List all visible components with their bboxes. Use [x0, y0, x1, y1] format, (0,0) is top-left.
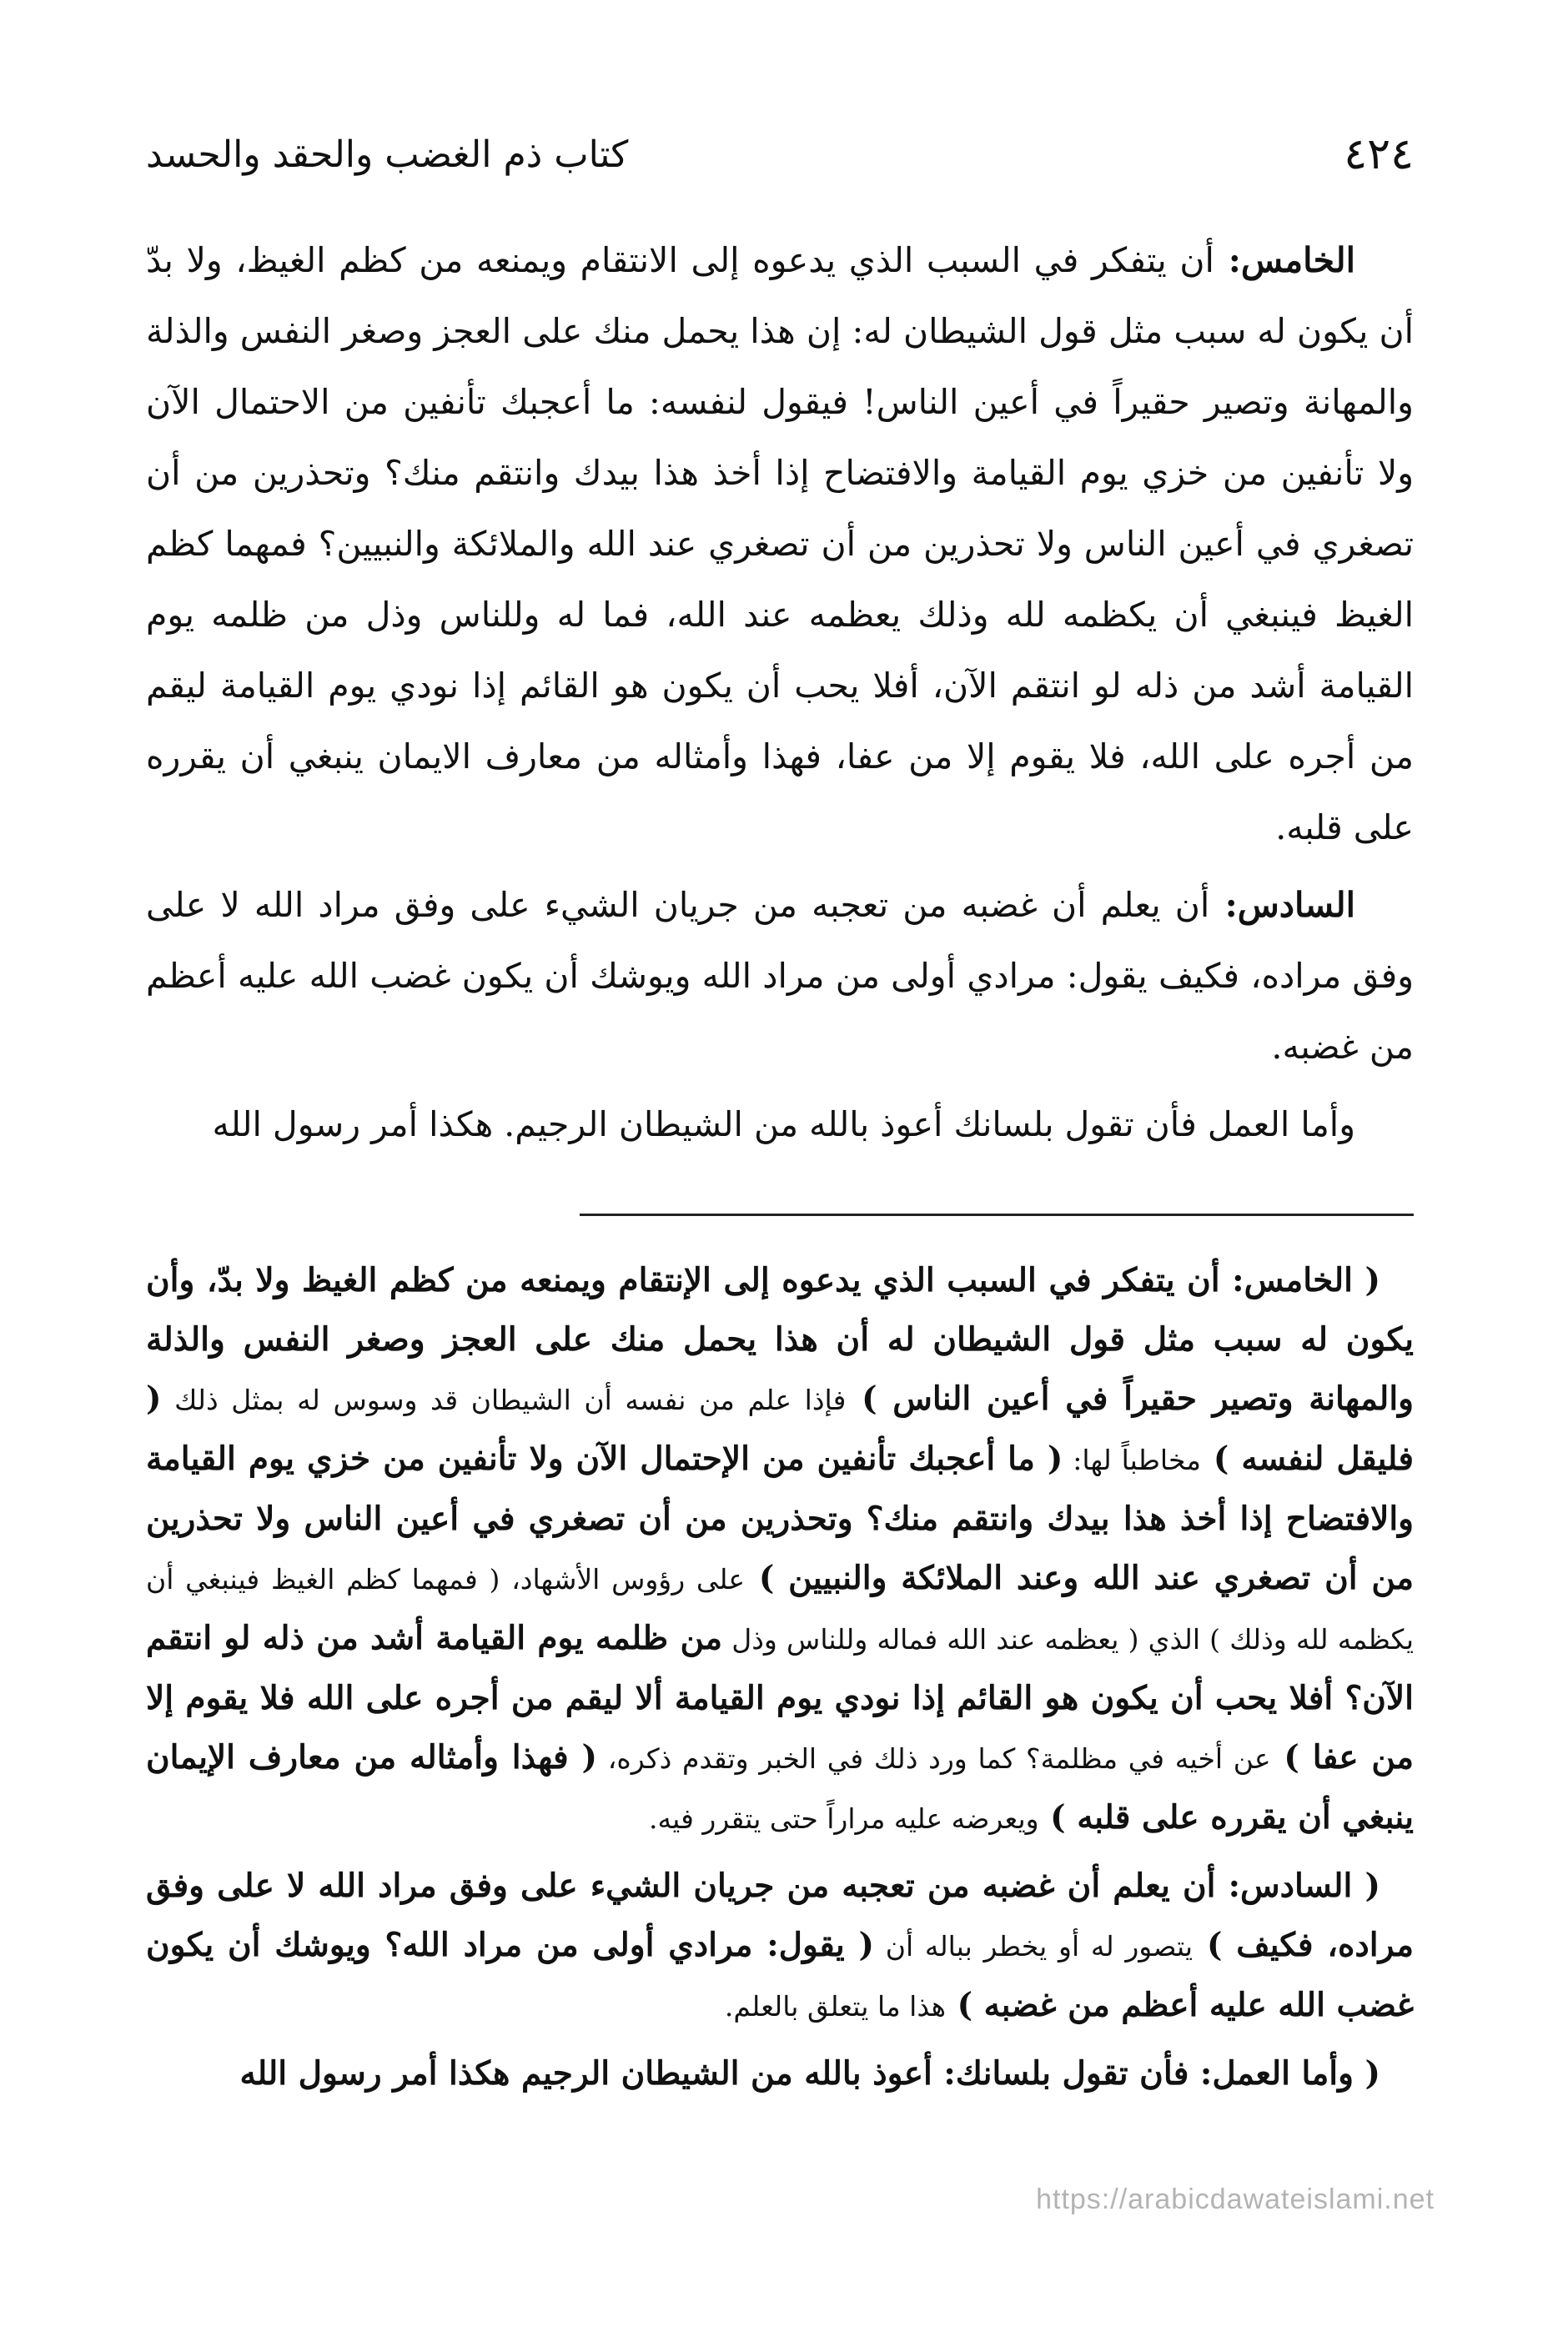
commentary-quote: ( فليقل لنفسه ): [146, 1380, 1414, 1478]
commentary-quote: ( السادس: أن يعلم أن غضبه من تعجبه من جريان الشيء على وفق مراد الله لا على وفق مراده، فكيف ): [146, 1867, 1414, 1964]
commentary-paragraph-sixth: [146, 1857, 1414, 2036]
page-header: [146, 125, 1414, 183]
commentary-paragraph-action: [146, 2044, 1414, 2103]
commentary-explanation: عن أخيه في مظلمة؟ كما ورد ذلك في الخبر وتقدم ذكره،: [597, 1742, 1271, 1775]
page-number: ٤٢٤: [1344, 129, 1414, 179]
commentary-quote: من ظلمه يوم القيامة أشد من ذله لو انتقم الآن؟ أفلا يحب أن يكون هو القائم إذا نودي يوم القيامة ألا ليقم من أجره على الله فلا يقوم إلا من عفا ): [146, 1619, 1415, 1777]
commentary-text: [146, 1251, 1414, 2112]
main-text: [146, 225, 1414, 1167]
running-title: كتاب ذم الغضب والحقد والحسد: [146, 133, 629, 176]
fifth-body: أن يتفكر في السبب الذي يدعوه إلى الانتقام ويمنعه من كظم الغيظ، ولا بدّ أن يكون له سبب مثل قول الشيطان له: إن هذا يحمل منك على العجز وصغر النفس والذلة والمهانة وتصير حقيراً في أعين الناس! فيقول لنفسه: ما أعجبك تأنفين من الاحتمال الآن ولا تأنفين من خزي يوم القيامة والافتضاح إذا أخذ هذا بيدك وانتقم منك؟ وتحذرين من أن تصغري في أعين الناس ولا تحذرين من أن تصغري عند الله والملائكة والنبيين؟ فمهما كظم الغيظ فينبغي أن يكظمه لله وذلك يعظمه عند الله، فما له وللناس وذل من ظلمه يوم القيامة أشد من ذله لو انتقم الآن، أفلا يحب أن يكون هو القائم إذا نودي يوم القيامة ليقم من أجره على الله، فلا يقوم إلا من عفا، فهذا وأمثاله من معارف الايمان ينبغي أن يقرره على قلبه.: [146, 240, 1414, 847]
main-paragraph-action: [146, 1089, 1414, 1160]
commentary-paragraph-fifth: [146, 1251, 1414, 1848]
sixth-body: أن يعلم أن غضبه من تعجبه من جريان الشيء على وفق مراد الله لا على وفق مراده، فكيف يقول: مرادي أولى من مراد الله ويوشك أن يكون غضب الله عليه أعظم من غضبه.: [146, 885, 1414, 1067]
action-body: وأما العمل فأن تقول بلسانك أعوذ بالله من الشيطان الرجيم. هكذا أمر رسول الله: [212, 1104, 1355, 1144]
main-paragraph-fifth: [146, 225, 1414, 863]
commentary-quote: ( يقول: مرادي أولى من مراد الله؟ ويوشك أن يكون غضب الله عليه أعظم من غضبه ): [146, 1926, 1414, 2024]
commentary-quote: ( فهذا وأمثاله من معارف الإيمان ينبغي أن يقرره على قلبه ): [146, 1738, 1414, 1837]
footnote-divider: [580, 1214, 1414, 1216]
commentary-quote: ( ما أعجبك تأنفين من الإحتمال الآن ولا تأنفين من خزي يوم القيامة والافتضاح إذا أخذ هذا بيدك وانتقم منك؟ وتحذرين من أن تصغري في أعين الناس ولا تحذرين من أن تصغري عند الله وعند الملائكة والنبيين ): [146, 1440, 1414, 1597]
commentary-explanation: على رؤوس الأشهاد، ( فمهما كظم الغيظ فينبغي أن يكظمه لله وذلك ) الذي ( يعظمه عند الله فماله وللناس وذل: [146, 1563, 1415, 1656]
commentary-explanation: ويعرضه عليه مراراً حتى يتقرر فيه.: [649, 1802, 1039, 1835]
commentary-quote: ( الخامس: أن يتفكر في السبب الذي يدعوه إلى الإنتقام ويمنعه من كظم الغيظ ولا بدّ، وأن يكون له سبب مثل قول الشيطان له أن هذا يحمل منك على العجز وصغر النفس والذلة والمهانة وتصير حقيراً في أعين الناس ): [146, 1261, 1414, 1418]
commentary-explanation: مخاطباً لها:: [1063, 1444, 1201, 1476]
sixth-heading: السادس:: [1209, 885, 1355, 925]
source-watermark: https://arabicdawateislami.net: [1036, 2184, 1435, 2215]
commentary-quote: ( وأما العمل: فأن تقول بلسانك: أعوذ بالله من الشيطان الرجيم هكذا أمر رسول الله: [239, 2054, 1380, 2093]
fifth-heading: الخامس:: [1214, 240, 1355, 280]
commentary-explanation: فإذا علم من نفسه أن الشيطان قد وسوس له بمثل ذلك: [161, 1384, 847, 1416]
main-paragraph-sixth: [146, 870, 1414, 1083]
commentary-explanation: يتصور له أو يخطر بباله أن: [874, 1930, 1194, 1963]
commentary-explanation: هذا ما يتعلق بالعلم.: [724, 1990, 947, 2023]
